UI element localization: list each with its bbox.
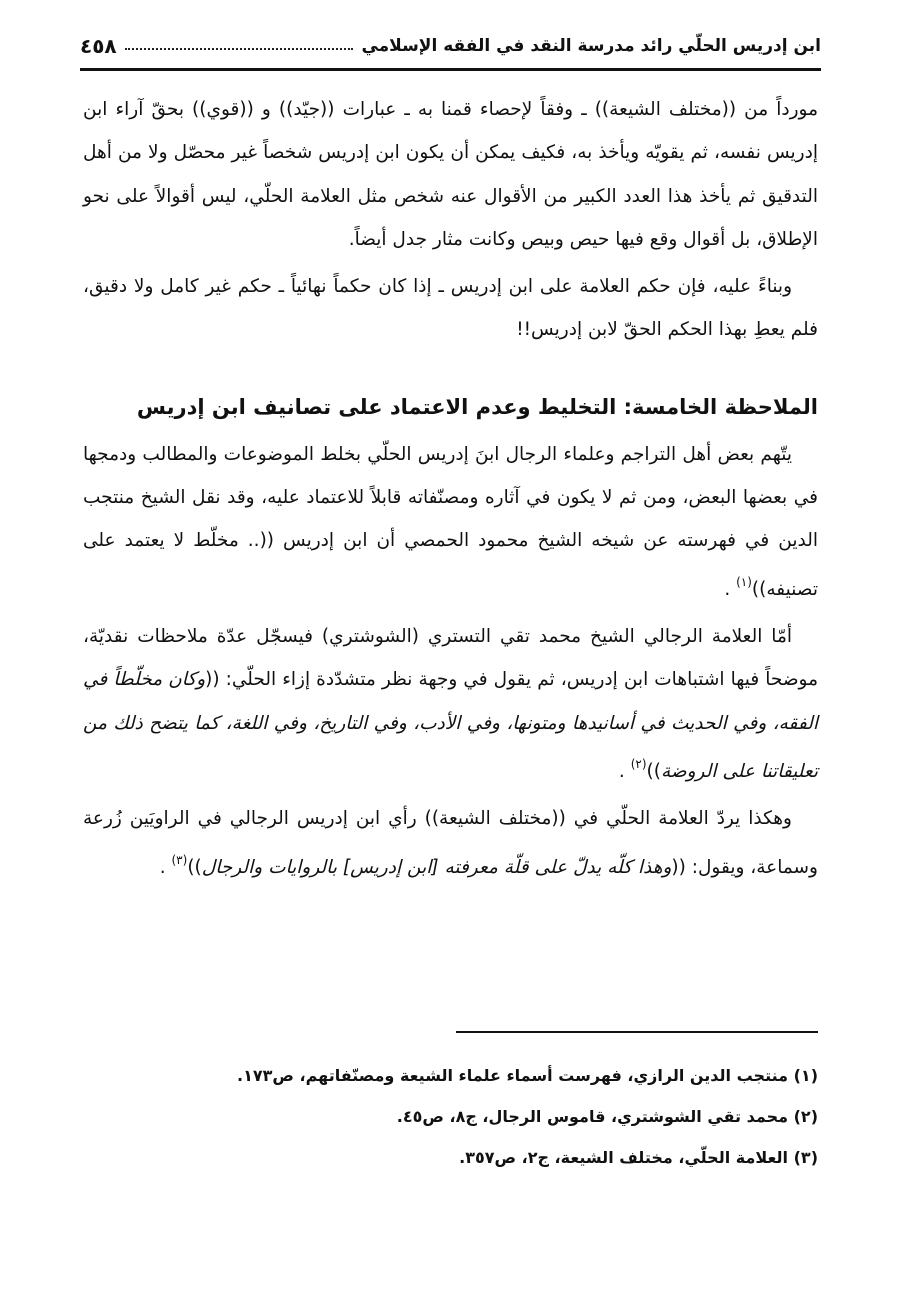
page-body <box>83 88 818 889</box>
section-heading: الملاحظة الخامسة: التخليط وعدم الاعتماد على تصانيف ابن إدريس <box>136 394 818 419</box>
paragraph-continued: مورداً من ((مختلف الشيعة)) ـ وفقاً لإحصاء قمنا به ـ عبارات ((جيّد)) و ((قوي)) بحقّ آراء ابن إدريس نفسه، ثم يقويّه ويأخذ به، فكيف يمكن أن يكون ابن إدريس شخصاً غير محصّل ولا من أهل التدقيق ثم يأخذ هذا العدد الكبير من الأقوال عنه شخص مثل العلامة الحلّي، ليس أقوالاً على نحو الإطلاق، بل أقوال وقع فيها حيص وبيص وكانت مثار جدل أيضاً. <box>83 99 818 250</box>
page-number: ٤٥٨ <box>80 34 117 58</box>
quote-close: )) <box>646 761 661 783</box>
section-paragraph-3 <box>83 797 818 889</box>
paragraph-text: وهكذا يردّ العلامة الحلّي في ((مختلف الشيعة)) رأي ابن إدريس الرجالي في الراويَين زُرعة وسماعة، ويقول: (( <box>83 808 818 878</box>
footnote-ref-3: (٣) <box>171 852 188 867</box>
sentence-end: . <box>618 761 625 783</box>
quoted-text: وكان مخلّطاً في الفقه، وفي الحديث في أسانيدها ومتونها، وفي الأدب، وفي التاريخ، وفي اللغة، كما يتضح ذلك من تعليقاتنا على الروضة <box>83 669 818 783</box>
paragraph-conclusion: وبناءً عليه، فإن حكم العلامة على ابن إدريس ـ إذا كان حكماً نهائياً ـ حكم غير كامل ولا دقيق، فلم يعطِ بهذا الحكم الحقّ لابن إدريس!! <box>83 276 818 341</box>
running-title: ابن إدريس الحلّي رائد مدرسة النقد في الفقه الإسلامي <box>361 36 821 56</box>
sentence-end: . <box>159 856 166 878</box>
sentence-end: . <box>724 578 731 600</box>
header-dot-leader <box>125 48 354 50</box>
paragraph-text: يتّهم بعض أهل التراجم وعلماء الرجال ابنَ إدريس الحلّي بخلط الموضوعات والمطالب ودمجها في بعضها البعض، ومن ثم لا يكون في آثاره ومصنّفاته قابلاً للاعتماد عليه، وقد نقل الشيخ منتجب الدين في فهرسته عن شيخه الشيخ محمود الحمصي أن ابن إدريس ((.. مخلّط لا يعتمد على تصنيفه)) <box>83 443 818 600</box>
footnotes <box>83 1055 818 1178</box>
section-paragraph-2 <box>83 615 818 793</box>
footnote-1: (١) منتجب الدين الرازي، فهرست أسماء علماء الشيعة ومصنّفاتهم، ص١٧٣. <box>237 1066 818 1085</box>
footnote-ref-1: (١) <box>736 574 752 589</box>
footnote-3: (٣) العلامة الحلّي، مختلف الشيعة، ج٢، ص٣٥٧. <box>459 1148 818 1167</box>
quoted-text: وهذا كلّه يدلّ على قلّة معرفته [ابن إدريس] بالروايات والرجال <box>201 856 672 878</box>
footnote-2: (٢) محمد تقي الشوشتري، قاموس الرجال، ج٨، ص٤٥. <box>396 1107 818 1126</box>
footnote-separator <box>456 1031 818 1033</box>
quote-close: )) <box>187 856 202 878</box>
footnote-ref-2: (٢) <box>630 757 647 772</box>
section-paragraph-1 <box>83 433 818 611</box>
page-header <box>80 26 821 66</box>
header-rule <box>80 68 821 71</box>
paragraph-text: أمّا العلامة الرجالي الشيخ محمد تقي التستري (الشوشتري) فيسجّل عدّة ملاحظات نقديّة، موضحاً فيها اشتباهات ابن إدريس، ثم يقول في وجهة نظر متشدّدة إزاء الحلّي: (( <box>83 626 818 691</box>
